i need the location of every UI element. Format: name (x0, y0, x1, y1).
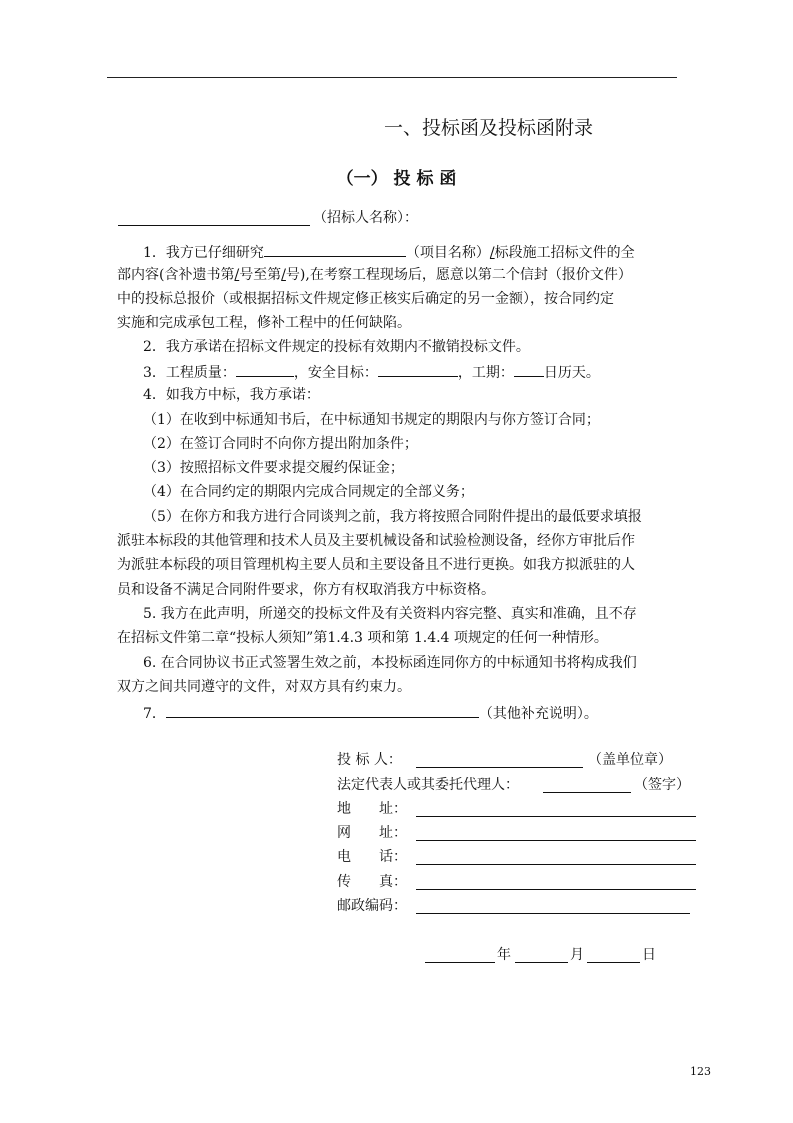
quality-field[interactable] (236, 361, 294, 377)
item-5-line1: （5）在你方和我方进行合同谈判之前，我方将按照合同附件提出的最低要求填报 (143, 509, 642, 525)
seal-note: （盖单位章） (588, 752, 672, 768)
item-2: （2）在签订合同时不向你方提出附加条件； (143, 436, 418, 452)
form-title: （一） 投 标 函 (336, 169, 457, 189)
rep-label: 法定代表人或其委托代理人： (337, 777, 519, 793)
year-field[interactable] (425, 962, 495, 963)
p2: 2．我方承诺在招标文件规定的投标有效期内不撤销投标文件。 (143, 339, 530, 355)
day-field[interactable] (587, 962, 640, 963)
p1-line3: 中的投标总报价（或根据招标文件规定修正核实后确定的另一金额），按合同约定 (117, 291, 614, 307)
item-3: （3）按照招标文件要求提交履约保证金； (143, 460, 404, 476)
phone-field[interactable] (416, 864, 696, 865)
p1-line4: 实施和完成承包工程，修补工程中的任何缺陷。 (117, 315, 411, 331)
website-label: 网 址： (337, 825, 407, 841)
address-label: 地 址： (337, 801, 407, 817)
tenderer-name-field[interactable] (118, 225, 310, 226)
signature-note: （签字） (634, 777, 690, 793)
item-1: （1）在收到中标通知书后，在中标通知书规定的期限内与你方签订合同； (143, 412, 600, 428)
day-label: 日 (642, 947, 656, 963)
postcode-field[interactable] (416, 913, 690, 914)
p6-line2: 双方之间共同遵守的文件，对双方具有约束力。 (117, 679, 411, 695)
section-title: 一、投标函及投标函附录 (383, 117, 593, 139)
item-5-line4: 员和设备不满足合同附件要求，你方有权取消我方中标资格。 (117, 582, 495, 598)
safety-target-field[interactable] (378, 361, 458, 377)
p5-line2: 在招标文件第二章“投标人须知”第1.4.3 项和第 1.4.4 项规定的任何一种情形。 (117, 630, 608, 646)
page-number: 123 (690, 1065, 711, 1078)
header-rule (107, 77, 677, 78)
duration-field[interactable] (514, 361, 544, 377)
year-label: 年 (497, 947, 511, 963)
item-5-line3: 为派驻本标段的项目管理机构主要人员和主要设备且不进行更换。如我方拟派驻的人 (117, 557, 635, 573)
p6-line1: 6. 在合同协议书正式签署生效之前，本投标函连同你方的中标通知书将构成我们 (143, 655, 637, 671)
p3: 3．工程质量： ，安全目标： ，工期： 日历天。 (143, 361, 600, 383)
fax-label: 传 真： (337, 874, 407, 890)
website-field[interactable] (416, 840, 696, 841)
p1-line2: 部内容(含补遗书第/号至第/号),在考察工程现场后，愿意以第二个信封（报价文件） (117, 267, 632, 283)
phone-label: 电 话： (337, 849, 407, 865)
postcode-label: 邮政编码： (337, 898, 407, 914)
bidder-field[interactable] (416, 767, 583, 768)
p5-line1: 5. 我方在此声明，所递交的投标文件及有关资料内容完整、真实和准确，且不存 (143, 606, 637, 622)
month-label: 月 (570, 947, 584, 963)
fax-field[interactable] (416, 889, 696, 890)
rep-signature-field[interactable] (543, 792, 631, 793)
addressee-label: （招标人名称）： (313, 210, 418, 226)
p4: 4．如我方中标，我方承诺： (143, 387, 320, 403)
item-4: （4）在合同约定的期限内完成合同规定的全部义务； (143, 484, 474, 500)
month-field[interactable] (515, 962, 568, 963)
address-field[interactable] (416, 816, 696, 817)
p7: 7． （其他补充说明）。 (143, 702, 598, 724)
other-notes-field[interactable] (166, 702, 479, 718)
item-5-line2: 派驻本标段的其他管理和技术人员及主要机械设备和试验检测设备，经你方审批后作 (117, 533, 635, 549)
p1-line1: 1．我方已仔细研究 （项目名称）/标段施工招标文件的全 (143, 241, 635, 263)
project-name-field[interactable] (264, 241, 406, 257)
bidder-label: 投 标 人： (337, 752, 402, 768)
